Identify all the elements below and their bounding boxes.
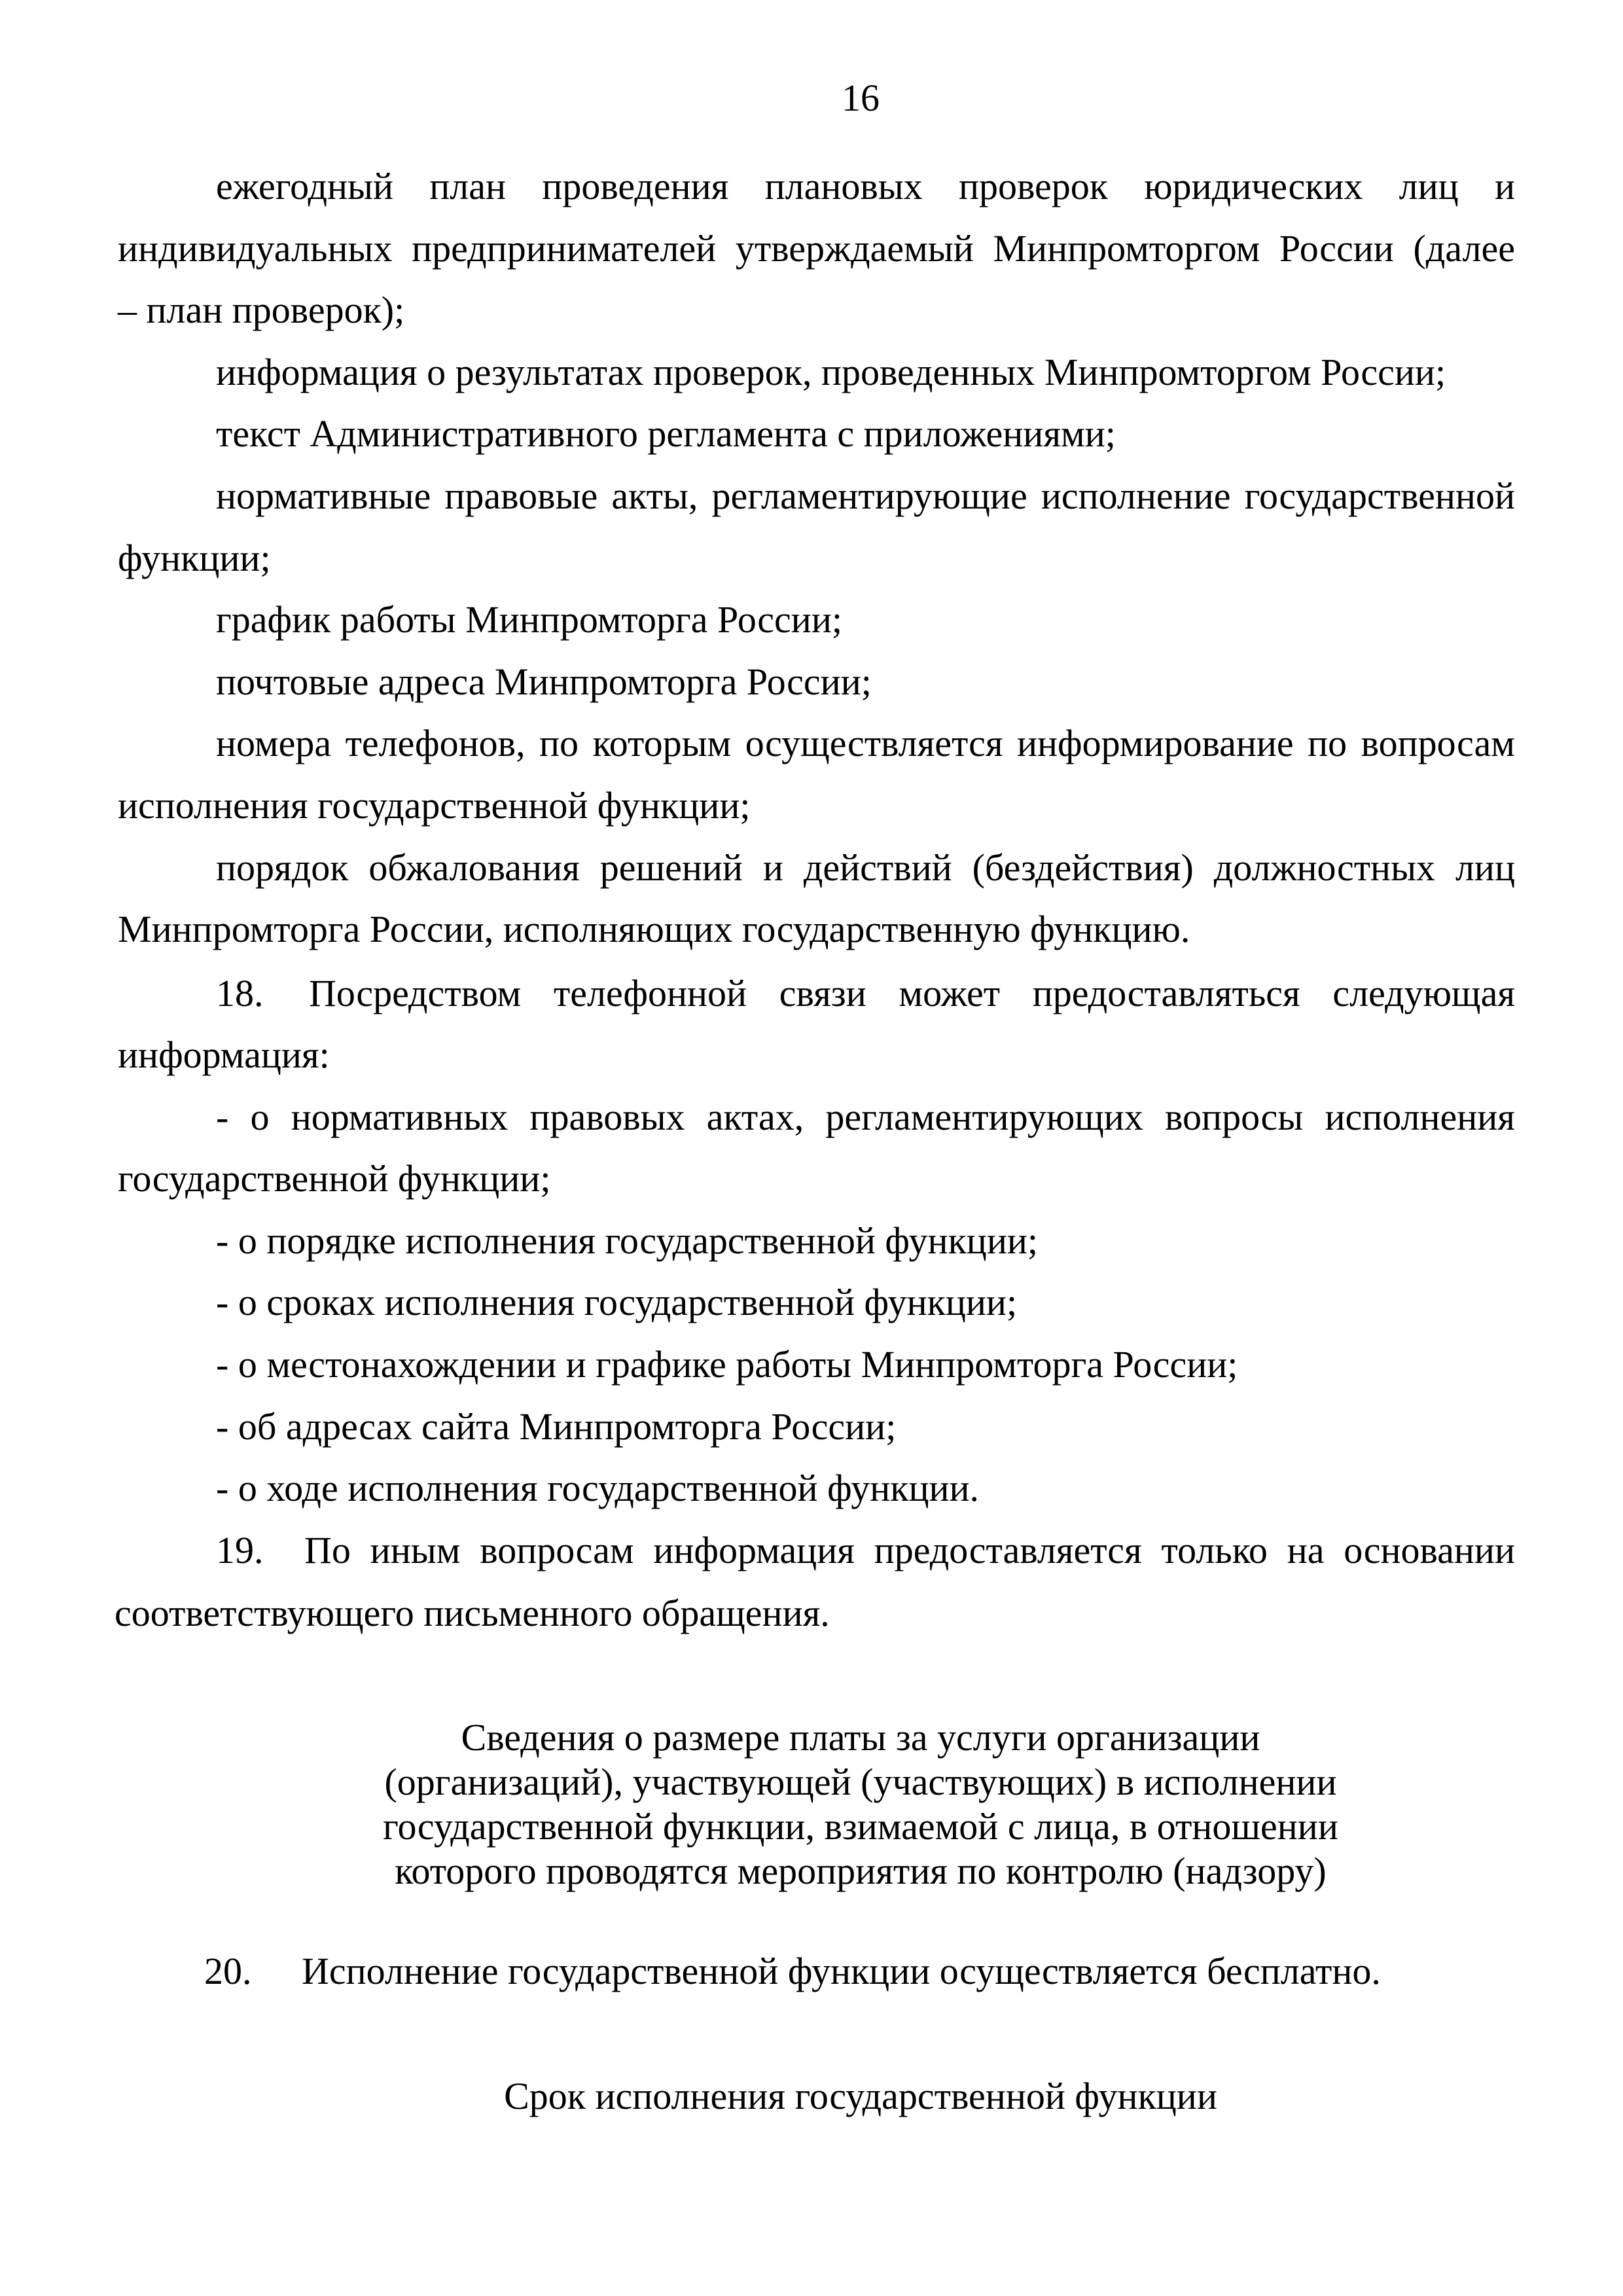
item-number-18: 18. — [216, 972, 264, 1014]
text-line: индивидуальных предпринимателей утверждаемый Минпромторгом России (далее — [118, 227, 1515, 270]
text-line: порядок обжалования решений и действий (бездействия) должностных лиц — [216, 846, 1515, 889]
text-line: почтовые адреса Минпромторга России; — [216, 660, 872, 703]
text-line: ежегодный план проведения плановых проверок юридических лиц и — [216, 165, 1515, 207]
text-line: исполнения государственной функции; — [118, 784, 751, 827]
text-line: По иным вопросам информация предоставляется только на основании — [304, 1529, 1515, 1571]
text-line: - о местонахождении и графике работы Минпромторга России; — [216, 1343, 1238, 1386]
section-heading: Срок исполнения государственной функции — [504, 2075, 1217, 2117]
section-heading-line: (организаций), участвующей (участвующих) в исполнении — [384, 1761, 1337, 1803]
section-heading-line: Сведения о размере платы за услуги организации — [461, 1716, 1260, 1759]
paragraph-20: Исполнение государственной функции осуществляется бесплатно. — [302, 1950, 1381, 1992]
text-line: текст Административного регламента с приложениями; — [216, 412, 1116, 455]
text-line: нормативные правовые акты, регламентирующие исполнение государственной — [216, 475, 1515, 517]
text-line: Посредством телефонной связи может предоставляться следующая — [309, 972, 1515, 1014]
text-line: Минпромторга России, исполняющих государственную функцию. — [118, 908, 1190, 950]
text-line: соответствующего письменного обращения. — [115, 1592, 830, 1634]
text-line: функции; — [118, 537, 271, 579]
section-heading-line: которого проводятся мероприятия по контролю (надзору) — [395, 1850, 1327, 1892]
text-line: информация о результатах проверок, проведенных Минпромторгом России; — [216, 351, 1446, 393]
text-line: график работы Минпромторга России; — [216, 598, 842, 641]
text-line: - о сроках исполнения государственной функции; — [216, 1281, 1018, 1323]
page-number: 16 — [842, 77, 880, 119]
text-line: – план проверок); — [118, 289, 405, 331]
text-line: информация: — [118, 1033, 330, 1076]
item-number-19: 19. — [216, 1529, 264, 1571]
text-line: - об адресах сайта Минпромторга России; — [216, 1405, 897, 1448]
section-heading-line: государственной функции, взимаемой с лица, в отношении — [383, 1805, 1338, 1848]
text-line: - о ходе исполнения государственной функции. — [216, 1467, 980, 1509]
text-line: - о нормативных правовых актах, регламентирующих вопросы исполнения — [216, 1096, 1515, 1138]
text-line: номера телефонов, по которым осуществляется информирование по вопросам — [216, 722, 1515, 764]
item-number-20: 20. — [204, 1950, 252, 1992]
text-line: - о порядке исполнения государственной функции; — [216, 1219, 1039, 1262]
text-line: государственной функции; — [118, 1157, 551, 1200]
